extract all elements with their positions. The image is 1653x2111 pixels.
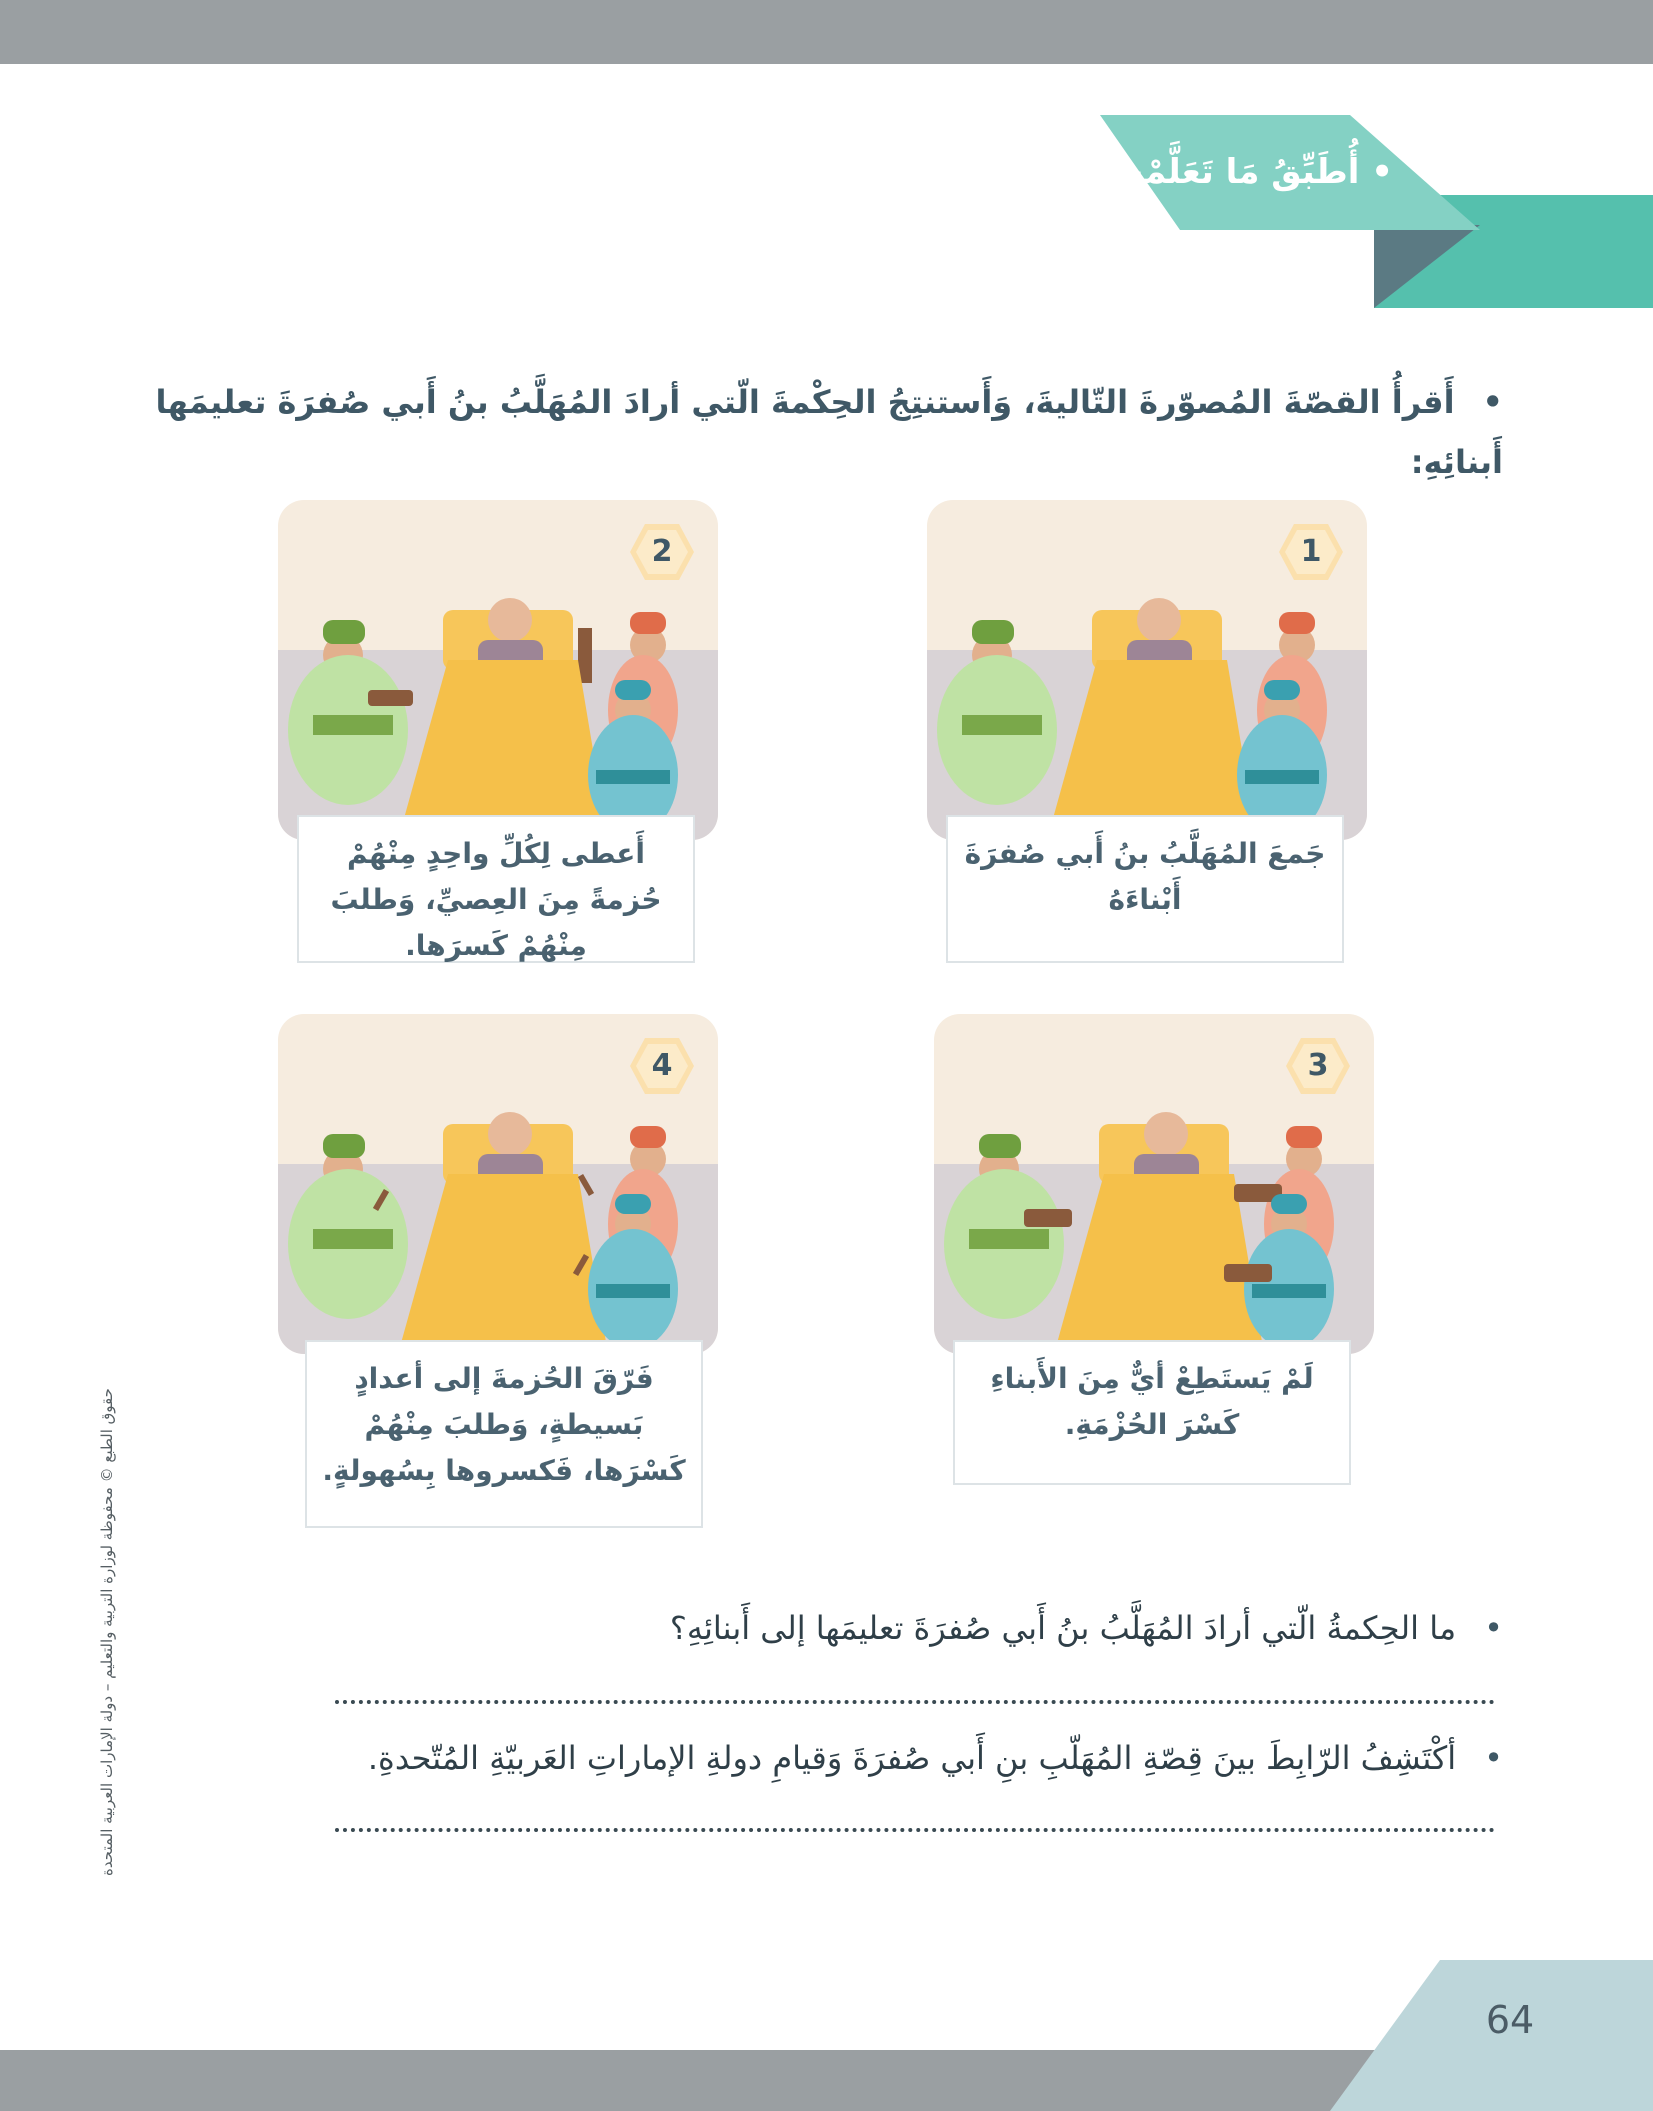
panel-number-badge bbox=[628, 522, 696, 582]
question-2 bbox=[203, 1730, 1503, 1786]
story-panel-1 bbox=[927, 500, 1367, 840]
panel-number: 4 bbox=[651, 1048, 673, 1083]
copyright-note: حقوق الطبع © محفوظة لوزارة التربية والتعليم – دولة الإمارات العربية المتحدة bbox=[98, 1388, 116, 1876]
panel-caption-1: جَمعَ المُهَلَّبُ بنُ أَبي صُفرَةَ أَبْناءَهُ bbox=[946, 815, 1344, 963]
panel-caption-3: لَمْ يَستَطِعْ أيٌّ مِنَ الأَبناءِ كَسْرَ الحُزْمَةِ. bbox=[953, 1340, 1351, 1485]
top-bar bbox=[0, 0, 1653, 64]
panel-number-badge bbox=[1277, 522, 1345, 582]
panel-caption-4: فَرّقَ الحُزمةَ إلى أعدادٍ بَسيطةٍ، وَطلبَ مِنْهُمْ كَسْرَها، فَكسروها بِسُهولةٍ. bbox=[305, 1340, 703, 1528]
story-panel-3 bbox=[934, 1014, 1374, 1354]
instruction-text bbox=[123, 372, 1503, 492]
section-title: • أُطَبِّقُ مَا تَعَلَّمْتُ bbox=[1109, 152, 1393, 192]
bullet: • bbox=[1484, 1609, 1503, 1647]
panel-number: 1 bbox=[1300, 534, 1322, 569]
instruction-label: أَقرأُ القصّةَ المُصوّرةَ التّاليةَ، وَأَستنتِجُ الحِكْمةَ الّتي أرادَ المُهَلَّبُ بنُ أَبي صُفرَةَ تعليمَها أَبنائِهِ: bbox=[155, 383, 1503, 481]
panel-number: 2 bbox=[651, 534, 673, 569]
answer-line-1[interactable] bbox=[335, 1700, 1495, 1704]
story-panel-4 bbox=[278, 1014, 718, 1354]
panel-caption-2: أَعطى لِكُلِّ واحِدٍ مِنْهُمْ حُزمةً مِنَ العِصيِّ، وَطلبَ مِنْهُمْ كَسرَها. bbox=[297, 815, 695, 963]
panel-number-badge bbox=[1284, 1036, 1352, 1096]
panel-number: 3 bbox=[1307, 1048, 1329, 1083]
question-1 bbox=[203, 1600, 1503, 1656]
bullet: • bbox=[1484, 1739, 1503, 1777]
bullet: • bbox=[1482, 383, 1503, 421]
answer-line-2[interactable] bbox=[335, 1828, 1495, 1832]
page-number: 64 bbox=[1485, 1998, 1535, 2042]
panel-number-badge bbox=[628, 1036, 696, 1096]
story-panel-2 bbox=[278, 500, 718, 840]
question-2-text: أكْتَشِفُ الرّابِطَ بينَ قِصّةِ المُهَلّبِ بنِ أَبي صُفرَةَ وَقيامِ دولةِ الإماراتِ العَربيّةِ المُتّحدةِ. bbox=[367, 1739, 1457, 1777]
question-1-text: ما الحِكمةُ الّتي أرادَ المُهَلَّبُ بنُ أَبي صُفرَةَ تعليمَها إلى أَبنائِهِ؟ bbox=[669, 1609, 1457, 1647]
